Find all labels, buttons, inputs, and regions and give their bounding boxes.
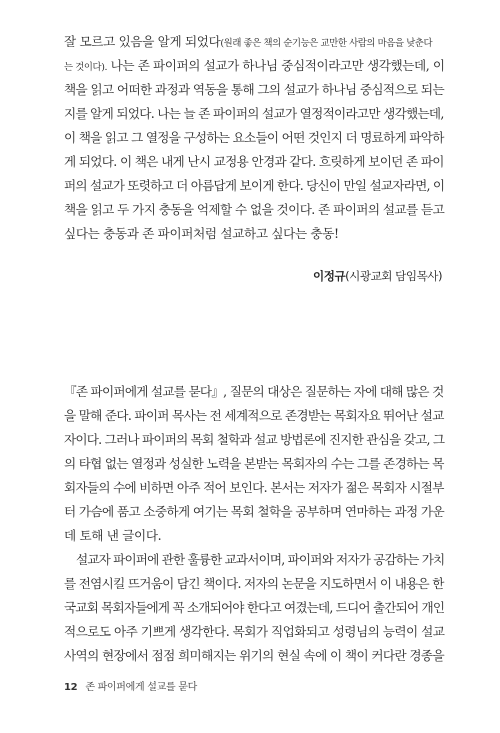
- text-line: 싶다는 충동과 존 파이퍼처럼 설교하고 싶다는 충동!: [64, 226, 339, 241]
- text-line: 설교자 파이퍼에 관한 훌륭한 교과서이며, 파이퍼와 저자가 공감하는 가치: [76, 552, 445, 567]
- text-line: 적으로도 아주 기쁘게 생각한다. 목회가 직업화되고 성령님의 능력이 설교: [64, 624, 445, 639]
- reviewer-signature: [313, 268, 442, 284]
- page-number: 12: [64, 682, 78, 693]
- text-line: 의 타협 없는 열정과 성실한 노력을 본받는 목회자의 수는 그를 존경하는 목: [64, 456, 444, 471]
- text-line: 을 말해 준다. 파이퍼 목사는 전 세계적으로 존경받는 목회자요 뛰어난 설교: [64, 408, 444, 423]
- text-line: 책을 읽고 두 가지 충동을 억제할 수 없을 것이다. 존 파이퍼의 설교를 듣고: [64, 202, 445, 217]
- page-footer: [64, 678, 197, 693]
- text-line: 를 전염시킬 뜨거움이 담긴 책이다. 저자의 논문을 지도하면서 이 내용은 한: [64, 576, 444, 591]
- text-line: 사역의 현장에서 점점 희미해지는 위기의 현실 속에 이 책이 커다란 경종을: [64, 648, 444, 663]
- text-line: 책을 읽고 어떠한 과정과 역동을 통해 그의 설교가 하나님 중심적으로 되는: [64, 82, 444, 97]
- text-line: [64, 30, 432, 54]
- parenthetical-note-end: 는 것이다).: [64, 62, 108, 73]
- review-1: [64, 30, 444, 270]
- text-line: 터 가슴에 품고 소중하게 여기는 목회 철학을 공부하며 연마하는 과정 가운: [64, 504, 444, 519]
- text-line: 지를 알게 되었다. 나는 늘 존 파이퍼의 설교가 열정적이라고만 생각했는데,: [64, 106, 444, 121]
- text-line: 게 되었다. 이 책은 내게 난시 교정용 안경과 같다. 흐릿하게 보이던 존 파이: [64, 154, 444, 169]
- text-run: 잘 모르고 있음을 알게 되었다: [64, 34, 221, 49]
- text-line: [64, 54, 445, 78]
- parenthetical-note: (원래 좋은 책의 순기능은 교만한 사람의 마음을 낮춘다: [220, 38, 433, 49]
- text-run: 나는 존 파이퍼의 설교가 하나님 중심적이라고만 생각했는데, 이: [107, 58, 445, 73]
- text-line: 회자들의 수에 비하면 아주 적어 보인다. 본서는 저자가 젊은 목회자 시절부: [64, 480, 444, 495]
- text-line: 『존 파이퍼에게 설교를 묻다』, 질문의 대상은 질문하는 자에 대해 많은 것: [64, 384, 444, 399]
- text-line: 국교회 목회자들에게 꼭 소개되어야 한다고 여겼는데, 드디어 출간되어 개인: [64, 600, 445, 615]
- review-2: [64, 380, 444, 670]
- text-line: 이 책을 읽고 그 열정을 구성하는 요소들이 어떤 것인지 더 명료하게 파악하: [64, 130, 444, 145]
- text-line: 퍼의 설교가 또렷하고 더 아름답게 보이게 한다. 당신이 만일 설교자라면, 이: [64, 178, 445, 193]
- signature-role: (시광교회 담임목사): [345, 269, 442, 283]
- signature-name: 이정규: [313, 269, 346, 283]
- text-line: 데 토해 낸 글이다.: [64, 528, 162, 543]
- running-title: 존 파이퍼에게 설교를 묻다: [85, 682, 197, 693]
- text-line: 자이다. 그러나 파이퍼의 목회 철학과 설교 방법론에 진지한 관심을 갖고, 그: [64, 432, 445, 447]
